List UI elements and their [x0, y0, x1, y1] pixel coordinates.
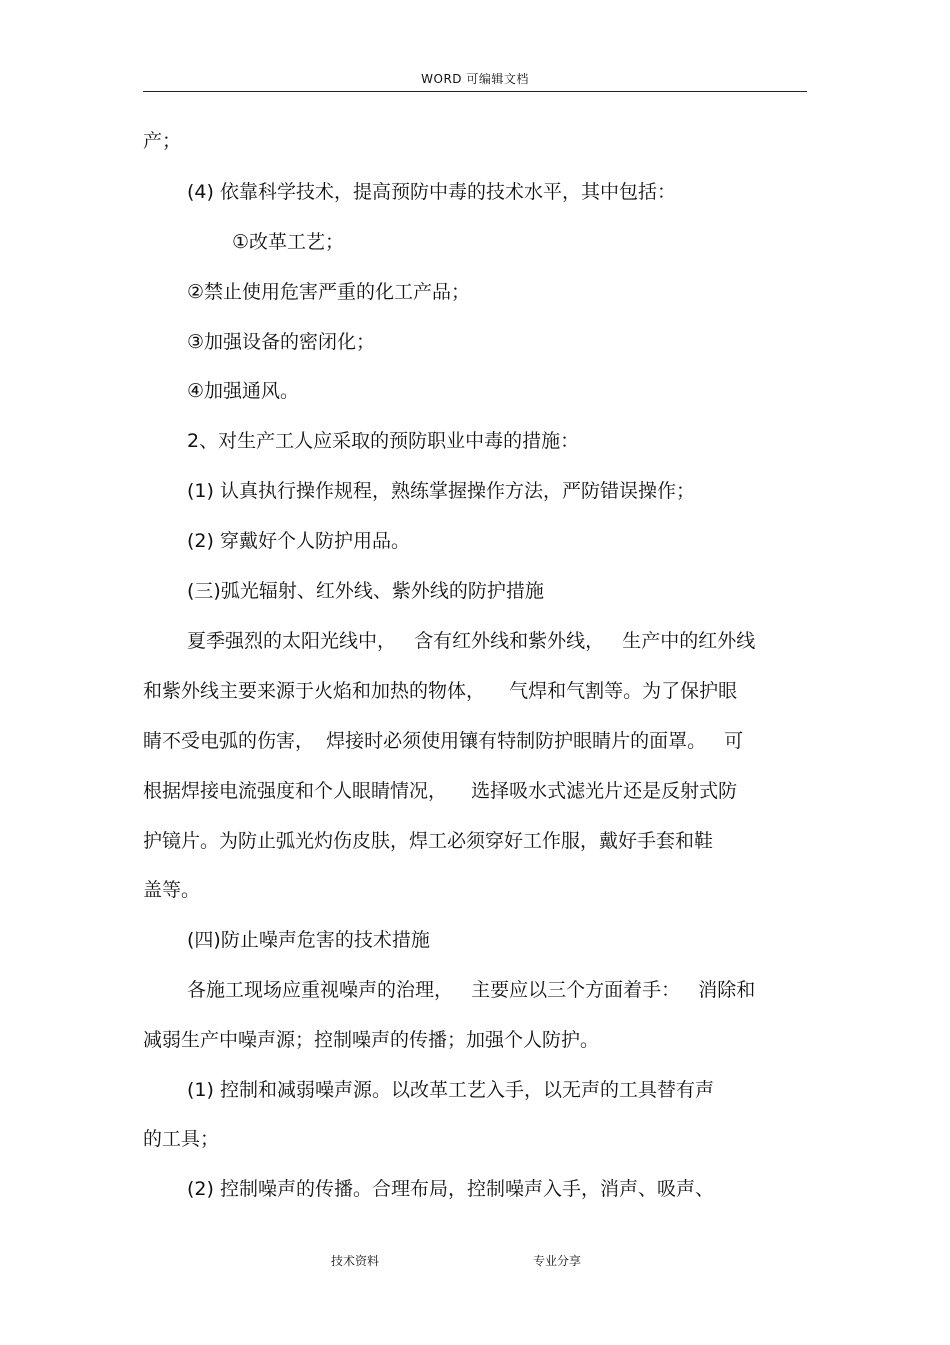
text-line: 睛不受电弧的伤害， 焊接时必须使用镶有特制防护眼睛片的面罩。 可: [143, 730, 744, 752]
text-line: ②禁止使用危害严重的化工产品；: [187, 281, 471, 303]
footer-left: 技术资料: [331, 1254, 380, 1268]
text-line: 盖等。: [143, 879, 201, 901]
text-line: 2、对生产工人应采取的预防职业中毒的措施：: [187, 430, 580, 452]
text-line: ①改革工艺；: [232, 231, 345, 253]
header-rule: [143, 91, 807, 92]
page-header: WORD 可编辑文档: [421, 72, 529, 86]
text-line: 减弱生产中噪声源；控制噪声的传播；加强个人防护。: [143, 1029, 600, 1051]
text-line: ③加强设备的密闭化；: [187, 331, 376, 353]
text-line: (4) 依靠科学技术，提高预防中毒的技术水平，其中包括：: [187, 181, 676, 203]
text-line: 根据焊接电流强度和个人眼睛情况， 选择吸水式滤光片还是反射式防: [143, 780, 738, 802]
section-heading: (四)防止噪声危害的技术措施: [187, 929, 430, 951]
text-line: (2) 穿戴好个人防护用品。: [187, 530, 410, 552]
text-line: ④加强通风。: [187, 380, 300, 402]
text-line: 夏季强烈的太阳光线中， 含有红外线和紫外线， 生产中的红外线: [187, 630, 756, 652]
text-line: 各施工现场应重视噪声的治理， 主要应以三个方面着手： 消除和: [187, 979, 756, 1001]
footer-right: 专业分享: [533, 1254, 582, 1268]
text-line: 的工具；: [143, 1128, 220, 1150]
text-line: 护镜片。为防止弧光灼伤皮肤，焊工必须穿好工作服，戴好手套和鞋: [143, 830, 714, 852]
text-line: (2) 控制噪声的传播。合理布局，控制噪声入手，消声、吸声、: [187, 1178, 714, 1200]
text-line: (1) 控制和减弱噪声源。以改革工艺入手，以无声的工具替有声: [187, 1079, 714, 1101]
text-line: (1) 认真执行操作规程，熟练掌握操作方法，严防错误操作；: [187, 480, 695, 502]
text-line: 产；: [143, 130, 182, 152]
text-line: 和紫外线主要来源于火焰和加热的物体， 气焊和气割等。为了保护眼: [143, 680, 738, 702]
section-heading: (三)弧光辐射、红外线、紫外线的防护措施: [187, 580, 544, 602]
